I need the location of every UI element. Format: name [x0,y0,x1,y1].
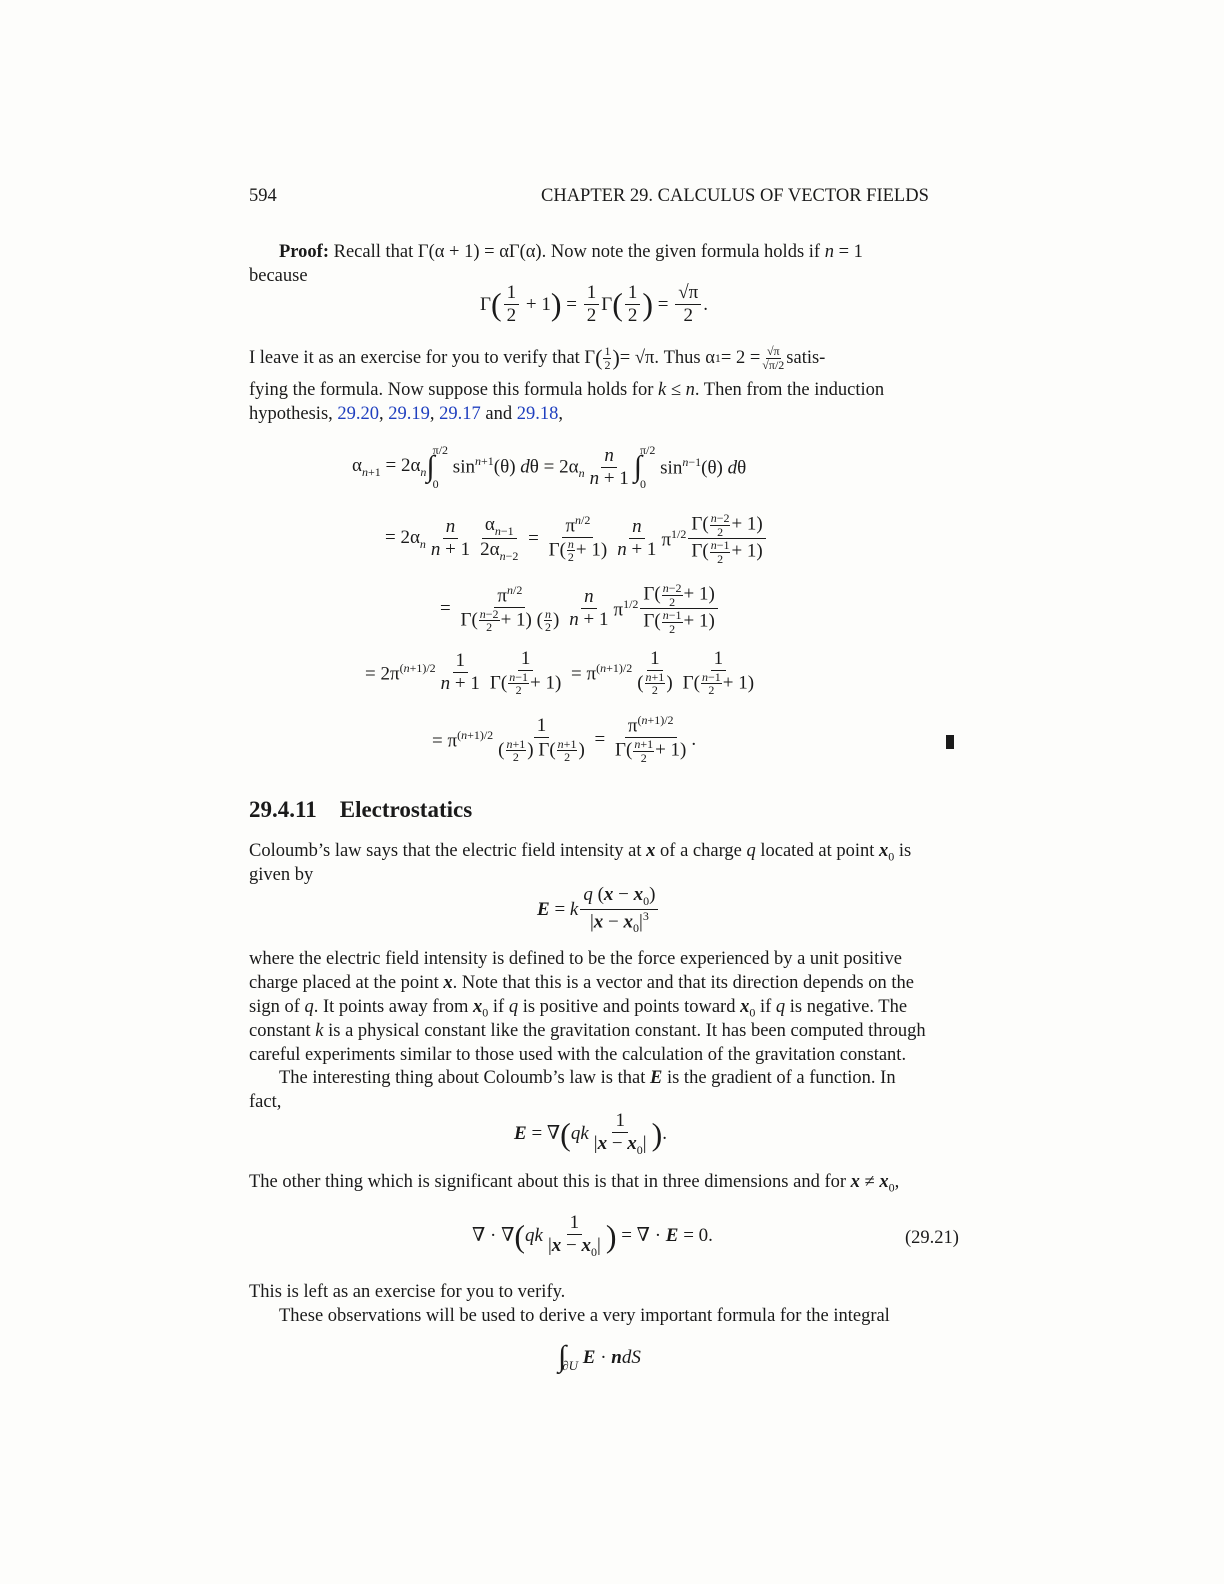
ref-link[interactable]: 29.19 [388,404,430,424]
ref-link[interactable]: 29.17 [439,404,481,424]
section-title: Electrostatics [339,797,473,822]
proof-text: satis- [786,348,826,369]
body-text: charge placed at the point [249,973,444,993]
qed-symbol [946,735,954,749]
body-line: Coloumb’s law says that the electric field intensity at x of a charge q located at point $x_0$ is [249,841,912,864]
body-line: The interesting thing about Coloumb’s law is that E is the gradient of a function. In [279,1068,896,1088]
ref-link[interactable]: 29.18 [516,404,559,424]
body-text: is a physical constant like the gravitation constant. It has been computed through [323,1021,926,1041]
derivation-line-4: = $2\pi^{(n+1)/2}$ $\frac{1}{n + 1}$ 1 Γ( $\frac{n-1}{2}$ + 1) = $\pi^{(n+1)/2}$ 1 ( $\frac{n+1}{2}$ ) 1 Γ( $\frac{n-1}{2}$ + 1) [365,648,755,698]
body-text: if [488,997,509,1017]
body-text: , [894,1172,900,1192]
body-line: This is left as an exercise for you to verify. [249,1282,566,1302]
proof-line-5 [249,402,563,426]
proof-text: = 2 = [720,348,761,369]
equation-flux-integral: ∫ ∂U E · ndS [558,1340,641,1373]
proof-line-3: I leave it as an exercise for you to verify that Γ ( $\frac{1}{2}$ ) = √π. Thus α 1 = 2 = $\frac{√\pi}{√\pi/2}$ satis- [249,344,826,372]
derivation-line-1: $\alpha_{n+1} = 2\alpha_n$ ∫ π/2 0 $\sin^{n+1}(\theta) d\theta = 2\alpha_n$ $\frac{n}{n + 1}$ ∫ π/2 0 $\sin^{n-1}(\theta)$ dθ [352,443,747,491]
body-line: These observations will be used to derive a very important formula for the integral [279,1306,890,1326]
body-line: fact, [249,1092,282,1112]
math-var-n: n [685,380,695,400]
proof-text: = 1 [833,242,863,262]
body-text: located at point [755,841,880,861]
proof-text: I leave it as an exercise for you to verify that Γ [249,348,596,369]
body-line: given by [249,865,314,885]
body-text: if [755,997,776,1017]
section-number: 29.4.11 [249,797,317,822]
body-text: is [894,841,912,861]
sep: , [558,404,563,424]
proof-text: Recall that Γ(α + 1) = αΓ(α). Now note the given formula holds if [329,242,825,262]
body-line: charge placed at the point x. Note that this is a vector and that its direction depends on the [249,973,914,993]
body-text: is positive and points toward [518,997,741,1017]
body-line: The other thing which is significant about this is that in three dimensions and for $x \ne x_0$, [249,1172,900,1195]
sep: , [429,404,440,424]
proof-text: hypothesis, [249,404,338,424]
equation-number: (29.21) [905,1228,959,1248]
body-text: is negative. The [785,997,908,1017]
proof-text: = √π. Thus α [619,348,715,369]
derivation-line-2: = $2\alpha_n$ $\frac{n}{n + 1}$ $\frac{\alpha_{n-1}}{2\alpha_{n-2}}$ = $\pi^{n/2}$ Γ( $\frac{n}{2}$ + 1) $\frac{n}{n + 1}$ $\pi^{1/2}$ Γ( $\frac{n-2}{2}$ + 1) Γ( $\frac{n-1}{2}$ + 1) [385,512,768,565]
body-line: careful experiments similar to those used with the calculation of the gravitation constant. [249,1045,907,1065]
body-text: sign of [249,997,305,1017]
equation-coulomb: E = k $\frac{q (x - x_0)}{|x - x_0|^3}$ [537,884,660,936]
equation-gradient: E = ∇ ( qk $\frac{1}{|x - x_0|}$ ) . [514,1110,668,1157]
body-text: of a charge [655,841,747,861]
proof-text: fying the formula. Now suppose this formula holds for [249,380,658,400]
body-line: constant k is a physical constant like the gravitation constant. It has been computed through [249,1021,926,1041]
math-var-n: n [824,242,834,262]
body-text: Coloumb’s law says that the electric field intensity at [249,841,647,861]
proof-line-1 [279,240,969,264]
body-line: where the electric field intensity is defined to be the force experienced by a unit positive [249,949,902,969]
derivation-line-5: = $\pi^{(n+1)/2}$ 1 ( $\frac{n+1}{2}$ ) Γ( $\frac{n+1}{2}$ ) = $\pi^{(n+1)/2}$ Γ( $\frac{n+1}{2}$ + 1) . [432,713,697,765]
ref-link[interactable]: 29.20 [337,404,380,424]
proof-text: ≤ [666,380,686,400]
proof-line-4 [249,378,884,402]
section-heading [249,797,472,823]
running-title: CHAPTER 29. CALCULUS OF VECTOR FIELDS [541,186,929,206]
body-text: ≠ [859,1172,880,1192]
equation-divergence: ∇ · ∇ ( qk $\frac{1}{|x - x_0|}$ ) = ∇ · E = 0. [472,1212,713,1259]
sep: , [379,404,389,424]
sep: and [480,404,517,424]
derivation-line-3: = $\pi^{n/2}$ Γ( $\frac{n-2}{2}$ + 1) ( $\frac{n}{2}$ ) $\frac{n}{n + 1}$ $\pi^{1/2}$ Γ( $\frac{n-2}{2}$ + 1) Γ( $\frac{n-1}{2}$ + 1) [440,582,720,635]
body-line: sign of q. It points away from $x_0$ if q is positive and points toward $x_0$ if q is negative. The [249,997,908,1020]
proof-text: . Then from the induction [694,380,885,400]
proof-line-2: because [249,266,308,286]
equation-gamma-half: Γ ( $\frac{1}{2}$ + 1 ) = $\frac{1}{2}$ Γ ( $\frac{1}{2}$ ) = $\frac{√\pi}{2}$ . [480,282,709,326]
body-text: is the gradient of a function. In [662,1068,896,1088]
proof-label: Proof: [279,242,329,262]
math-var-k: k [658,380,667,400]
body-text: constant [249,1021,316,1041]
body-text: . It points away from [313,997,474,1017]
page-number: 594 [249,186,277,206]
body-text: The interesting thing about Coloumb’s law is that [279,1068,650,1088]
body-text: The other thing which is significant about this is that in three dimensions and for [249,1172,851,1192]
body-text: . Note that this is a vector and that its direction depends on the [452,973,914,993]
